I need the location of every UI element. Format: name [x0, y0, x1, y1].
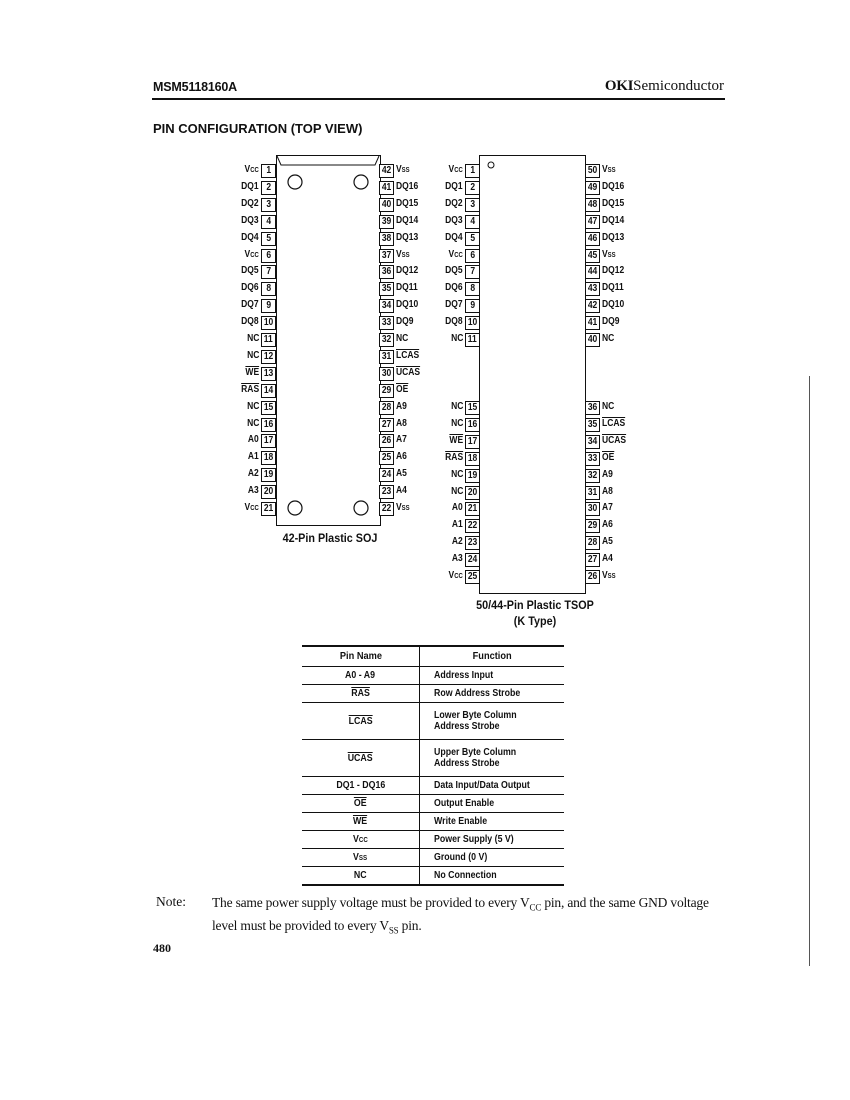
- pin-18-label: $\overline{RAS}$: [445, 451, 463, 463]
- pin-25-number: 25: [465, 570, 480, 584]
- pin-48-number: 48: [585, 198, 600, 212]
- pin-16-number: 16: [465, 418, 480, 432]
- function-cell: Upper Byte Column Address Strobe: [420, 740, 565, 777]
- hole-icon: [288, 501, 302, 515]
- pin-44-label: DQ12: [602, 265, 625, 277]
- pin-16-label: NC: [246, 417, 259, 429]
- pin-33-label: DQ9: [396, 316, 414, 328]
- pin-38-number: 38: [379, 232, 394, 246]
- pin-44-number: 44: [585, 265, 600, 279]
- pin-31-label: LCAS: [396, 349, 420, 361]
- table-row: [302, 813, 564, 831]
- pin-48-label: DQ15: [602, 197, 625, 209]
- note-text: The same power supply voltage must be provided to every $V_{CC}$ pin, and the same GND voltage level must be provided to every $V_{SS}$ pin.: [212, 895, 709, 936]
- pin-1-label: VCC: [244, 164, 259, 175]
- function-cell: Row Address Strobe: [420, 685, 565, 703]
- tsop-body: [479, 155, 586, 594]
- soj-mounting-holes: [276, 155, 381, 525]
- pin-1-label: VCC: [448, 164, 463, 175]
- table-row: [302, 667, 564, 685]
- pin-6-number: 6: [465, 249, 480, 263]
- pin-49-label: DQ16: [602, 180, 625, 192]
- pin-19-label: NC: [450, 468, 463, 480]
- pin-3-label: DQ2: [241, 197, 259, 209]
- pin-10-label: DQ8: [241, 316, 259, 328]
- pin-name-cell: DQ1 - DQ16: [302, 777, 420, 795]
- pin-23-label: A4: [396, 485, 407, 497]
- pin-32-label: A9: [602, 468, 613, 480]
- pin-28-label: A5: [602, 536, 613, 548]
- pin-18-number: 18: [261, 451, 276, 465]
- pin-29-label: A6: [602, 519, 613, 531]
- pin-50-label: VSS: [602, 164, 616, 175]
- pin-35-label: DQ11: [396, 282, 418, 294]
- pin-6-label: VCC: [448, 248, 463, 260]
- pin-40-number: 40: [379, 198, 394, 212]
- pin-name-cell: $\overline{OE}$: [302, 795, 420, 813]
- pin-2-label: DQ1: [241, 180, 259, 192]
- pin-13-label: $\overline{WE}$: [245, 366, 259, 378]
- pin-35-number: 35: [585, 418, 600, 432]
- pin-20-number: 20: [261, 485, 276, 499]
- pin-name-cell: UCAS: [302, 740, 420, 777]
- pin-24-number: 24: [465, 553, 480, 567]
- pin-35-number: 35: [379, 282, 394, 296]
- pin-2-number: 2: [261, 181, 276, 195]
- pin-22-number: 22: [379, 502, 394, 516]
- pin-25-label: A6: [396, 451, 407, 463]
- pin-name-cell: VCC: [302, 831, 420, 849]
- pin-17-number: 17: [261, 434, 276, 448]
- pin-7-label: DQ5: [445, 265, 463, 277]
- function-cell: Data Input/Data Output: [420, 777, 565, 795]
- pin-22-label: A1: [452, 519, 463, 531]
- pin-name-cell: $\overline{WE}$: [302, 813, 420, 831]
- pin-11-label: NC: [246, 333, 259, 344]
- pin-18-label: A1: [248, 451, 259, 463]
- tsop-caption-line2: (K Type): [513, 614, 557, 628]
- pin-21-number: 21: [261, 502, 276, 516]
- pin-16-number: 16: [261, 418, 276, 432]
- pin-22-label: VSS: [396, 502, 410, 513]
- pin-16-label: NC: [450, 417, 463, 429]
- pin-29-number: 29: [585, 519, 600, 533]
- pin-function-table: [302, 645, 564, 886]
- pin-23-number: 23: [379, 485, 394, 499]
- pin-10-label: DQ8: [445, 316, 463, 328]
- pin-19-number: 19: [465, 469, 480, 483]
- pin-name-cell: $\overline{RAS}$: [302, 685, 420, 703]
- pin-34-number: 34: [585, 435, 600, 449]
- pin-7-number: 7: [465, 265, 480, 279]
- pin-41-label: DQ16: [396, 180, 419, 192]
- pin-9-number: 9: [261, 299, 276, 313]
- pin-29-label: $\overline{OE}$: [396, 383, 409, 395]
- column-header-pin-name: Pin Name: [302, 646, 420, 667]
- pin-21-label: A0: [452, 502, 463, 514]
- pin-42-label: VSS: [396, 164, 410, 175]
- pin-3-number: 3: [261, 198, 276, 212]
- pin-50-number: 50: [585, 164, 600, 178]
- pin-32-number: 32: [585, 469, 600, 483]
- pin-21-label: VCC: [244, 502, 259, 513]
- pin-25-number: 25: [379, 451, 394, 465]
- pin-31-number: 31: [379, 350, 394, 364]
- pin-11-number: 11: [465, 333, 480, 347]
- pin-28-label: A9: [396, 400, 407, 412]
- pin-2-label: DQ1: [445, 180, 463, 192]
- pin-33-label: $\overline{OE}$: [602, 451, 615, 463]
- pin-34-number: 34: [379, 299, 394, 313]
- pin-27-number: 27: [379, 418, 394, 432]
- table-row: [302, 867, 564, 886]
- pin-34-label: UCAS: [602, 434, 627, 446]
- pin-26-label: VSS: [602, 570, 616, 581]
- pin-4-label: DQ3: [241, 214, 259, 226]
- pin-38-label: DQ13: [396, 231, 419, 243]
- pin-30-number: 30: [379, 367, 394, 381]
- table-row: [302, 831, 564, 849]
- pin-1-number: 1: [465, 164, 480, 178]
- hole-icon: [354, 175, 368, 189]
- column-header-function: Function: [420, 646, 565, 667]
- pin-41-number: 41: [379, 181, 394, 195]
- margin-line: [809, 376, 810, 966]
- pin-27-label: A4: [602, 553, 613, 565]
- pin-35-label: LCAS: [602, 417, 626, 429]
- soj-caption: 42-Pin Plastic SOJ: [282, 531, 378, 545]
- pin-2-number: 2: [465, 181, 480, 195]
- pin-10-number: 10: [465, 316, 480, 330]
- pin-17-label: $\overline{WE}$: [449, 434, 463, 446]
- pin-3-number: 3: [465, 198, 480, 212]
- section-title: PIN CONFIGURATION (TOP VIEW): [153, 121, 363, 136]
- pin-14-label: $\overline{RAS}$: [241, 383, 259, 395]
- pin-30-label: A7: [602, 502, 613, 514]
- pin-11-number: 11: [261, 333, 276, 347]
- hole-icon: [354, 501, 368, 515]
- pin-name-cell: LCAS: [302, 703, 420, 740]
- pin-25-label: VCC: [448, 570, 463, 581]
- pin-33-number: 33: [379, 316, 394, 330]
- pin-24-label: A3: [452, 553, 463, 565]
- pin-42-number: 42: [585, 299, 600, 313]
- pin-23-number: 23: [465, 536, 480, 550]
- pin-39-number: 39: [379, 215, 394, 229]
- pin-5-number: 5: [465, 232, 480, 246]
- pin-8-label: DQ6: [445, 282, 463, 294]
- pin-30-label: UCAS: [396, 366, 421, 378]
- pin-40-number: 40: [585, 333, 600, 347]
- pin-45-label: VSS: [602, 248, 616, 260]
- pin-4-label: DQ3: [445, 214, 463, 226]
- pin-12-label: NC: [246, 349, 259, 361]
- brand-suffix: Semiconductor: [633, 78, 724, 94]
- pin-46-number: 46: [585, 232, 600, 246]
- pin-22-number: 22: [465, 519, 480, 533]
- pin-26-number: 26: [379, 434, 394, 448]
- function-cell: Output Enable: [420, 795, 565, 813]
- pin-14-number: 14: [261, 384, 276, 398]
- pin-28-number: 28: [585, 536, 600, 550]
- pin-20-label: A3: [248, 485, 259, 497]
- function-cell: Write Enable: [420, 813, 565, 831]
- pin-18-number: 18: [465, 452, 480, 466]
- table-row: [302, 740, 564, 777]
- table-row: [302, 849, 564, 867]
- pin-8-label: DQ6: [241, 282, 259, 294]
- pin-13-number: 13: [261, 367, 276, 381]
- function-cell: No Connection: [420, 867, 565, 886]
- pin-41-number: 41: [585, 316, 600, 330]
- pin-43-label: DQ11: [602, 282, 624, 294]
- pin-43-number: 43: [585, 282, 600, 296]
- pin-30-number: 30: [585, 502, 600, 516]
- pin-6-label: VCC: [244, 248, 259, 260]
- pin-28-number: 28: [379, 401, 394, 415]
- note-label: Note:: [156, 894, 186, 909]
- pin-8-number: 8: [261, 282, 276, 296]
- pin-49-number: 49: [585, 181, 600, 195]
- pin-21-number: 21: [465, 502, 480, 516]
- function-cell: Power Supply (5 V): [420, 831, 565, 849]
- pin-4-number: 4: [261, 215, 276, 229]
- brand-header: [605, 78, 724, 95]
- pin-17-number: 17: [465, 435, 480, 449]
- pin-6-number: 6: [261, 249, 276, 263]
- pin-24-label: A5: [396, 468, 407, 480]
- pin-19-label: A2: [248, 468, 259, 480]
- pin-7-label: DQ5: [241, 265, 259, 277]
- page-number: 480: [153, 941, 171, 955]
- pin-36-label: DQ12: [396, 265, 419, 277]
- pin-41-label: DQ9: [602, 316, 620, 328]
- pin-8-number: 8: [465, 282, 480, 296]
- pin-27-label: A8: [396, 417, 407, 429]
- pin-34-label: DQ10: [396, 299, 419, 311]
- pin-5-label: DQ4: [241, 231, 259, 243]
- tsop-caption-line1: 50/44-Pin Plastic TSOP: [476, 598, 594, 612]
- pin-15-number: 15: [465, 401, 480, 415]
- pin-47-number: 47: [585, 215, 600, 229]
- pin-11-label: NC: [450, 333, 463, 344]
- pin-32-number: 32: [379, 333, 394, 347]
- pin-47-label: DQ14: [602, 214, 625, 226]
- pin-15-label: NC: [246, 400, 259, 412]
- pin-33-number: 33: [585, 452, 600, 466]
- pin-31-number: 31: [585, 486, 600, 500]
- pin-12-number: 12: [261, 350, 276, 364]
- pin-27-number: 27: [585, 553, 600, 567]
- table-header-row: [302, 646, 564, 667]
- pin-36-label: NC: [602, 401, 615, 412]
- pin-26-number: 26: [585, 570, 600, 584]
- pin-40-label: NC: [602, 333, 615, 344]
- pin-3-label: DQ2: [445, 197, 463, 209]
- table-row: [302, 703, 564, 740]
- pin-24-number: 24: [379, 468, 394, 482]
- pin-9-label: DQ7: [241, 299, 259, 311]
- pin-36-number: 36: [379, 265, 394, 279]
- pin-45-number: 45: [585, 249, 600, 263]
- pin-4-number: 4: [465, 215, 480, 229]
- pin-23-label: A2: [452, 536, 463, 548]
- pin-9-number: 9: [465, 299, 480, 313]
- hole-icon: [288, 175, 302, 189]
- pin-37-label: VSS: [396, 248, 410, 260]
- pin-26-label: A7: [396, 434, 407, 446]
- function-cell: Ground (0 V): [420, 849, 565, 867]
- pin-39-label: DQ14: [396, 214, 419, 226]
- pin-46-label: DQ13: [602, 231, 625, 243]
- header-rule: [152, 98, 725, 100]
- pin-10-number: 10: [261, 316, 276, 330]
- pin-5-label: DQ4: [445, 231, 463, 243]
- pin-name-cell: NC: [302, 867, 420, 886]
- function-cell: Address Input: [420, 667, 565, 685]
- table-row: [302, 685, 564, 703]
- table-row: [302, 777, 564, 795]
- pin-name-cell: VSS: [302, 849, 420, 867]
- tsop-pin1-marker: [486, 160, 496, 170]
- pin-name-cell: A0 - A9: [302, 667, 420, 685]
- pin-40-label: DQ15: [396, 197, 419, 209]
- pin-20-number: 20: [465, 486, 480, 500]
- pin-32-label: NC: [396, 333, 409, 344]
- pin-5-number: 5: [261, 232, 276, 246]
- part-number: MSM5118160A: [153, 80, 237, 94]
- pin-29-number: 29: [379, 384, 394, 398]
- pin-36-number: 36: [585, 401, 600, 415]
- pin-31-label: A8: [602, 485, 613, 497]
- brand-logo: OKI: [604, 78, 634, 94]
- function-cell: Lower Byte Column Address Strobe: [420, 703, 565, 740]
- pin-7-number: 7: [261, 265, 276, 279]
- pin-15-number: 15: [261, 401, 276, 415]
- pin-17-label: A0: [248, 434, 259, 446]
- pin-20-label: NC: [450, 485, 463, 497]
- pin-9-label: DQ7: [445, 299, 463, 311]
- pin-15-label: NC: [450, 401, 463, 412]
- pin-19-number: 19: [261, 468, 276, 482]
- pin-37-number: 37: [379, 249, 394, 263]
- pin-1-number: 1: [261, 164, 276, 178]
- table-row: [302, 795, 564, 813]
- pin-42-label: DQ10: [602, 299, 625, 311]
- pin-42-number: 42: [379, 164, 394, 178]
